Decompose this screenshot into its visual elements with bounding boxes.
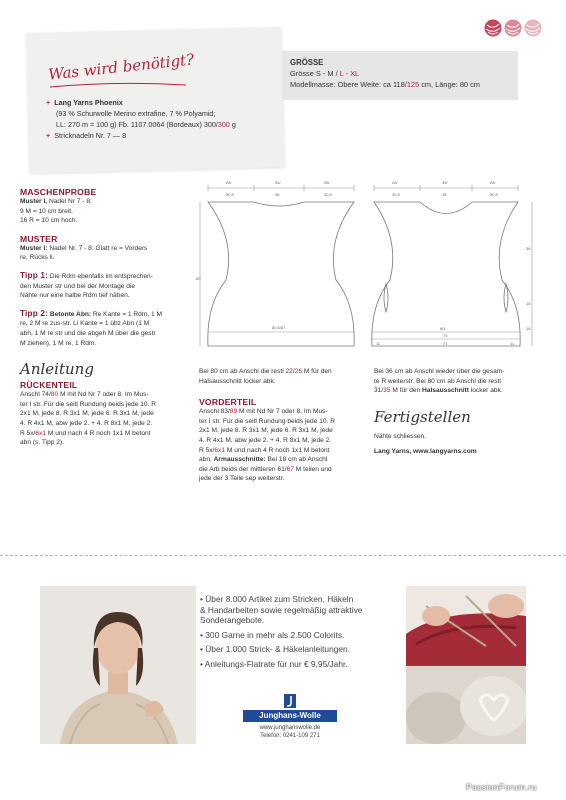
back-label-2: 30,5 (226, 192, 234, 197)
front-label-2: 30,5 (392, 192, 400, 197)
ad-url[interactable]: www.junghanswolle.de (259, 725, 321, 731)
front-schematic (368, 180, 536, 352)
ad-item-3: • Über 1.000 Strick- & Häkelanleitungen. (200, 644, 351, 655)
watermark: PassionForum.ru (466, 782, 537, 792)
fertig-title: Fertigstellen (374, 407, 471, 426)
col2-text: Bei 80 cm ab Anschl die restl 22/26 M für den Halsausschnitt locker abk. (199, 368, 332, 385)
yarn-balls-icon (483, 18, 545, 38)
right-column (374, 367, 540, 457)
yarn-detail-1: (93 % Schurwolle Merino extrafine, 7 % Polyamid; (56, 109, 216, 118)
ad-item-2: • 300 Garne in mehr als 2.500 Colorits. (200, 629, 345, 640)
yarn-name: Lang Yarns Phoenix (54, 98, 123, 107)
front-label-13: 75 (443, 333, 448, 338)
back-label-6: 30,5 (324, 192, 332, 197)
front-label-8: 18 (526, 301, 531, 306)
front-label-5: 28/ (490, 180, 496, 185)
maschenprobe-title: MASCHENPROBE (20, 187, 97, 197)
materials-title: Was wird benötigt? (47, 50, 195, 84)
back-label-5: 28/ (324, 180, 330, 185)
front-label-9: 18 (526, 326, 531, 331)
materials-title-underline (48, 80, 188, 90)
vorderteil-title: VORDERTEIL (199, 397, 257, 408)
woman-photo (40, 586, 196, 744)
rueckenteil-text: Anschl 74/80 M mit Nd Nr 7 oder 8. Im Mus- ter I str. Für die seitl Rundung beids jede 10. R 2x1 M, jede 8. R 3x1 M, jede 6. R 3x1 M, jede 4. R 4x1 M, abw jede 2. + 4. R 8x1 M, jede 2. R 5x/6x1 M und nach 4 R noch 1x1 M betont abn (s. Tipp 2). (20, 391, 156, 447)
credit: Lang Yarns, www.langyarns.com (374, 448, 477, 456)
ad-text (200, 594, 405, 670)
materials-list: + Lang Yarns Phoenix (93 % Schurwolle Merino extrafine, 7 % Polyamid; LL: 270 m = 100 g) Fb. 1107.0064 (Bordeaux) 300/300 g + Stricknadeln Nr. 7 — 8 (46, 97, 286, 141)
back-schematic (196, 180, 364, 352)
tipp2-text: Tipp 2: Betonte Abn: Re Kante = 1 Rdm, 1 M re, 2 M re zus-str. Li Kante = 1 übz Abn (1 M abh, 1 M re str und die abgeh M über die gestr M ziehen), 1 M re, 1 Rdm. (20, 308, 162, 347)
junghans-logo[interactable]: Junghans-Wolle (243, 710, 337, 722)
maschenprobe-text: Muster I, Nadel Nr 7 - 8: 9 M = 10 cm breit. 16 R = 10 cm hoch. (20, 198, 92, 225)
tipp1-text: Tipp 1: Die Rdm ebenfalls im entsprechen- den Muster str und bei der Montage die Nähte nur eine halbe Rdm tief nähen. (20, 270, 153, 300)
size-line-2: Modellmasse: Obere Weite: ca 118/125 cm, Länge: 80 cm (290, 80, 480, 89)
yarn-photo (406, 666, 526, 744)
back-label-4: 38 (275, 192, 280, 197)
muster-text: Muster I: Nadel Nr. 7 - 8: Glatt re = Vorders re, Rücks li. (20, 244, 148, 262)
front-label-4: 38 (442, 192, 447, 197)
muster-title: MUSTER (20, 233, 58, 244)
junghans-j-icon (284, 694, 296, 708)
size-line-1: Grösse S - M / L - XL (290, 69, 360, 78)
front-label-3: 35/ (442, 180, 448, 185)
front-label-7: 36 (526, 246, 531, 251)
middle-column (199, 367, 365, 484)
back-label-8: 80,5/87 (272, 325, 286, 330)
anleitung-title: Anleitung (20, 360, 94, 379)
front-label-12: 60/ (440, 326, 446, 331)
ad-item-1: • Über 8.000 Artikel zum Stricken, Häkeln & Handarbeiten sowie regelmäßig attraktive Sonderangebote. (200, 594, 363, 626)
back-label-3: 35/ (275, 180, 281, 185)
yarn-detail-2: LL: 270 m = 100 g) Fb. 1107.0064 (Bordeaux) 300/300 g (56, 120, 236, 129)
back-label-1: 28/ (226, 180, 232, 185)
ad-item-4: • Anleitungs-Flatrate für nur € 9,95/Jahr. (200, 658, 348, 669)
front-label-6: 30,5 (490, 192, 498, 197)
knitting-photo (406, 586, 526, 666)
back-label-7: 80 (196, 276, 201, 281)
rueckenteil-title: RÜCKENTEIL (20, 380, 78, 391)
ad-phone: Telefon: 0241-109 271 (260, 733, 320, 739)
left-column (20, 187, 188, 448)
vorderteil-text: Anschl 83/89 M mit Nd Nr 7 oder 8. Im Mus- ter I str. Für die seitl Rundung beids jede 10. R 2x1 M, jede 8. R 3x1 M, jede 6. R 3x1 M, jede 4. R 4x1 M, abw jede 2. + 4. R 8x1 M, jede 2. R 5x/6x1 M und nach 4 R noch 1x1 M betont abn. Armausschnitte: Bei 18 cm ab Anschl die Arb beids der mittleren 61/67 M teilen und jede der 3 Teile sep weiterstr. (199, 408, 335, 483)
ad-separator (0, 555, 566, 556)
size-content (290, 57, 480, 90)
front-label-10: 11 (376, 341, 381, 346)
needles: Stricknadeln Nr. 7 — 8 (54, 131, 127, 140)
fertig-text: Nähte schliessen. (374, 432, 427, 440)
front-label-11: 11 (510, 341, 515, 346)
front-label-14: 71 (443, 341, 448, 346)
size-title: GRÖSSE (290, 58, 324, 67)
col3-text: Bei 36 cm ab Anschl wieder über die gesam- te R weiterstr. Bei 80 cm ab Anschl die restl 31/35 M für den Halsausschnitt locker abk. (374, 368, 505, 395)
front-label-1: 28/ (392, 180, 398, 185)
